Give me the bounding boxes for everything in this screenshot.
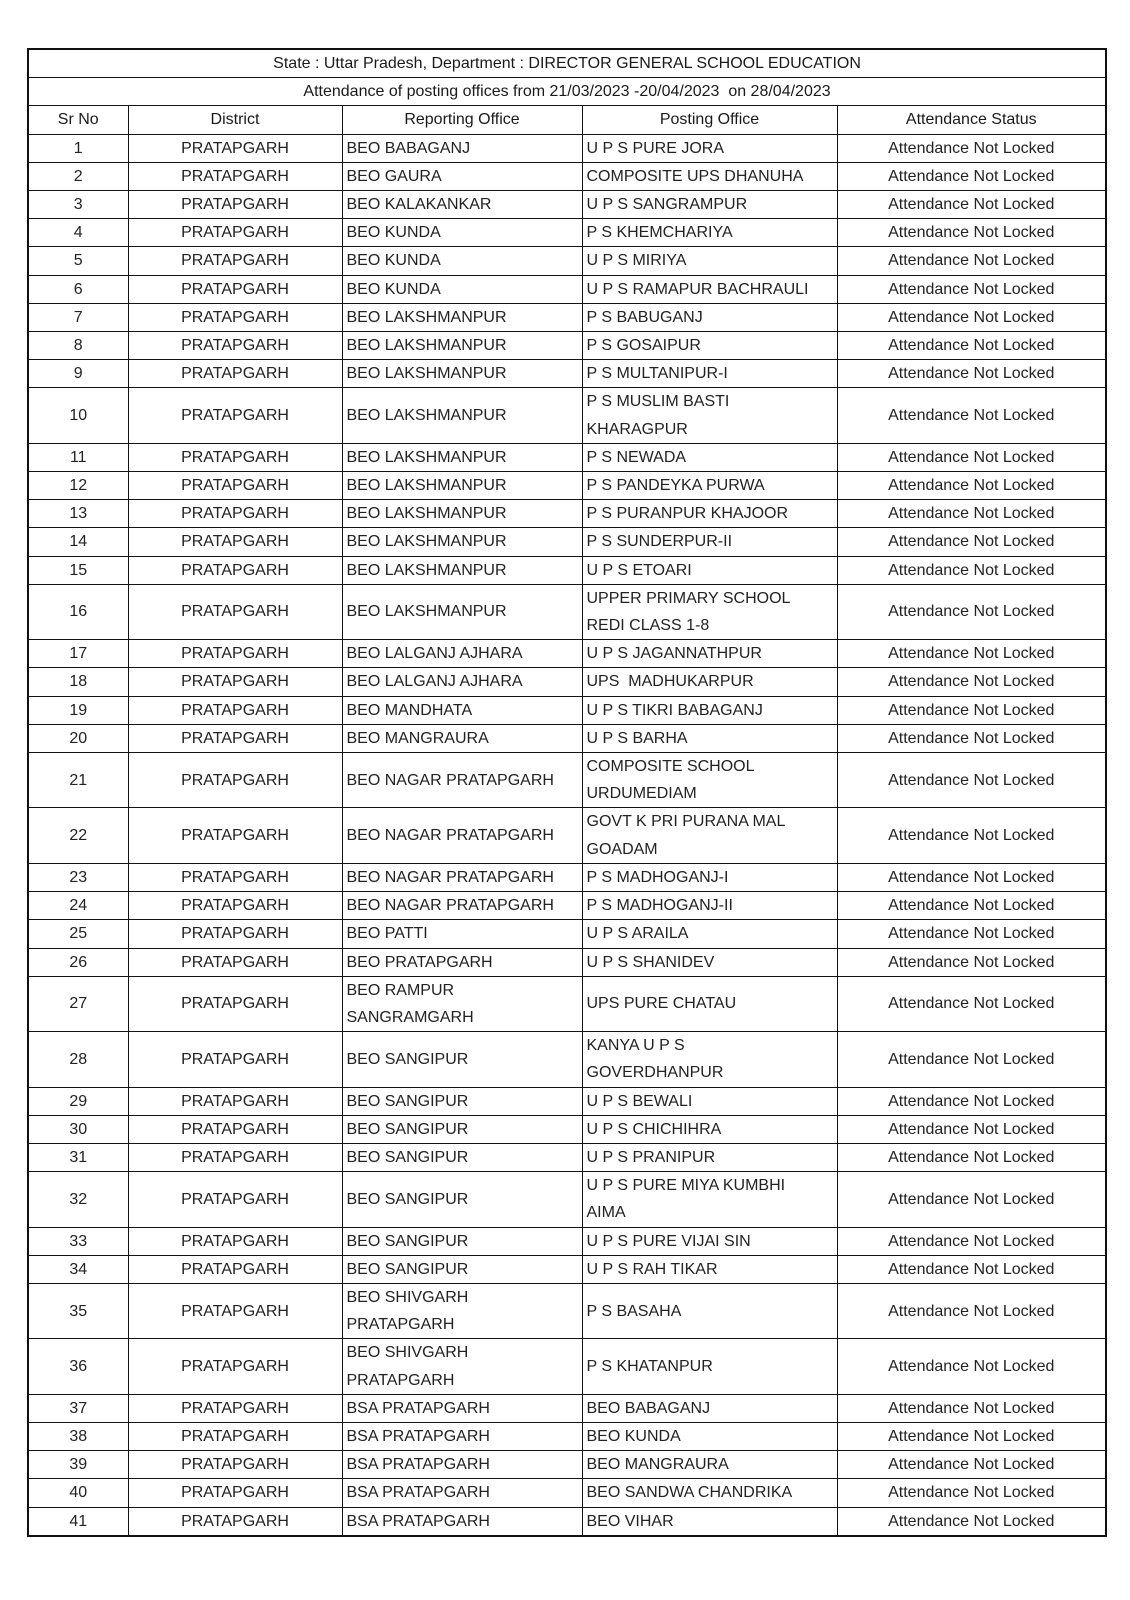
district-cell: PRATAPGARH bbox=[128, 1032, 342, 1087]
table-row bbox=[28, 920, 1106, 948]
reporting-office-cell: BEO SHIVGARH PRATAPGARH bbox=[342, 1339, 582, 1394]
posting-office-cell: U P S CHICHIHRA bbox=[582, 1115, 837, 1143]
attendance-status-cell: Attendance Not Locked bbox=[837, 1172, 1106, 1227]
attendance-status-cell: Attendance Not Locked bbox=[837, 1507, 1106, 1536]
district-cell: PRATAPGARH bbox=[128, 976, 342, 1031]
attendance-status-cell: Attendance Not Locked bbox=[837, 696, 1106, 724]
attendance-status-cell: Attendance Not Locked bbox=[837, 1143, 1106, 1171]
table-row bbox=[28, 1283, 1106, 1338]
sr-no-cell: 36 bbox=[28, 1339, 128, 1394]
reporting-office-cell: BEO PRATAPGARH bbox=[342, 948, 582, 976]
attendance-status-cell: Attendance Not Locked bbox=[837, 1422, 1106, 1450]
posting-office-cell: BEO BABAGANJ bbox=[582, 1394, 837, 1422]
posting-office-cell: U P S BEWALI bbox=[582, 1087, 837, 1115]
district-cell: PRATAPGARH bbox=[128, 1143, 342, 1171]
reporting-office-cell: BEO LAKSHMANPUR bbox=[342, 528, 582, 556]
attendance-status-cell: Attendance Not Locked bbox=[837, 1283, 1106, 1338]
sr-no-cell: 39 bbox=[28, 1451, 128, 1479]
district-cell: PRATAPGARH bbox=[128, 920, 342, 948]
district-cell: PRATAPGARH bbox=[128, 1339, 342, 1394]
district-cell: PRATAPGARH bbox=[128, 275, 342, 303]
table-row bbox=[28, 640, 1106, 668]
sr-no-cell: 22 bbox=[28, 808, 128, 863]
sr-no-cell: 41 bbox=[28, 1507, 128, 1536]
district-cell: PRATAPGARH bbox=[128, 1227, 342, 1255]
table-row bbox=[28, 668, 1106, 696]
posting-office-cell: U P S RAMAPUR BACHRAULI bbox=[582, 275, 837, 303]
header-attendance-status: Attendance Status bbox=[837, 106, 1106, 134]
posting-office-cell: GOVT K PRI PURANA MAL GOADAM bbox=[582, 808, 837, 863]
table-row bbox=[28, 528, 1106, 556]
attendance-status-cell: Attendance Not Locked bbox=[837, 443, 1106, 471]
report-title: State : Uttar Pradesh, Department : DIRECTOR GENERAL SCHOOL EDUCATION bbox=[28, 49, 1106, 78]
attendance-table bbox=[27, 48, 1107, 1537]
reporting-office-cell: BSA PRATAPGARH bbox=[342, 1394, 582, 1422]
table-row bbox=[28, 948, 1106, 976]
reporting-office-cell: BEO LAKSHMANPUR bbox=[342, 443, 582, 471]
attendance-status-cell: Attendance Not Locked bbox=[837, 134, 1106, 162]
attendance-status-cell: Attendance Not Locked bbox=[837, 948, 1106, 976]
table-row bbox=[28, 388, 1106, 443]
district-cell: PRATAPGARH bbox=[128, 863, 342, 891]
district-cell: PRATAPGARH bbox=[128, 1479, 342, 1507]
district-cell: PRATAPGARH bbox=[128, 303, 342, 331]
sr-no-cell: 28 bbox=[28, 1032, 128, 1087]
attendance-status-cell: Attendance Not Locked bbox=[837, 640, 1106, 668]
table-row bbox=[28, 247, 1106, 275]
posting-office-cell: P S SUNDERPUR-II bbox=[582, 528, 837, 556]
posting-office-cell: P S MUSLIM BASTI KHARAGPUR bbox=[582, 388, 837, 443]
reporting-office-cell: BEO SANGIPUR bbox=[342, 1087, 582, 1115]
table-row bbox=[28, 472, 1106, 500]
table-row bbox=[28, 275, 1106, 303]
posting-office-cell: U P S BARHA bbox=[582, 724, 837, 752]
sr-no-cell: 24 bbox=[28, 892, 128, 920]
attendance-status-cell: Attendance Not Locked bbox=[837, 1087, 1106, 1115]
posting-office-cell: U P S PURE VIJAI SIN bbox=[582, 1227, 837, 1255]
sr-no-cell: 8 bbox=[28, 332, 128, 360]
reporting-office-cell: BEO LALGANJ AJHARA bbox=[342, 668, 582, 696]
report-subtitle: Attendance of posting offices from 21/03/2023 -20/04/2023 on 28/04/2023 bbox=[28, 78, 1106, 106]
sr-no-cell: 33 bbox=[28, 1227, 128, 1255]
sr-no-cell: 12 bbox=[28, 472, 128, 500]
reporting-office-cell: BEO NAGAR PRATAPGARH bbox=[342, 892, 582, 920]
attendance-status-cell: Attendance Not Locked bbox=[837, 247, 1106, 275]
sr-no-cell: 35 bbox=[28, 1283, 128, 1338]
district-cell: PRATAPGARH bbox=[128, 247, 342, 275]
reporting-office-cell: BEO LAKSHMANPUR bbox=[342, 500, 582, 528]
attendance-status-cell: Attendance Not Locked bbox=[837, 920, 1106, 948]
attendance-status-cell: Attendance Not Locked bbox=[837, 1479, 1106, 1507]
reporting-office-cell: BEO LAKSHMANPUR bbox=[342, 332, 582, 360]
posting-office-cell: COMPOSITE SCHOOL URDUMEDIAM bbox=[582, 753, 837, 808]
attendance-status-cell: Attendance Not Locked bbox=[837, 360, 1106, 388]
sr-no-cell: 7 bbox=[28, 303, 128, 331]
reporting-office-cell: BEO LAKSHMANPUR bbox=[342, 556, 582, 584]
attendance-status-cell: Attendance Not Locked bbox=[837, 388, 1106, 443]
posting-office-cell: UPS MADHUKARPUR bbox=[582, 668, 837, 696]
district-cell: PRATAPGARH bbox=[128, 892, 342, 920]
table-row bbox=[28, 1394, 1106, 1422]
table-row bbox=[28, 1507, 1106, 1536]
posting-office-cell: P S BABUGANJ bbox=[582, 303, 837, 331]
sr-no-cell: 23 bbox=[28, 863, 128, 891]
district-cell: PRATAPGARH bbox=[128, 388, 342, 443]
reporting-office-cell: BEO SHIVGARH PRATAPGARH bbox=[342, 1283, 582, 1338]
posting-office-cell: U P S RAH TIKAR bbox=[582, 1255, 837, 1283]
header-posting-office: Posting Office bbox=[582, 106, 837, 134]
table-row bbox=[28, 753, 1106, 808]
table-row bbox=[28, 724, 1106, 752]
reporting-office-cell: BEO KUNDA bbox=[342, 247, 582, 275]
table-row bbox=[28, 696, 1106, 724]
district-cell: PRATAPGARH bbox=[128, 162, 342, 190]
table-row bbox=[28, 1172, 1106, 1227]
posting-office-cell: U P S PRANIPUR bbox=[582, 1143, 837, 1171]
posting-office-cell: P S PURANPUR KHAJOOR bbox=[582, 500, 837, 528]
reporting-office-cell: BEO LAKSHMANPUR bbox=[342, 388, 582, 443]
district-cell: PRATAPGARH bbox=[128, 332, 342, 360]
sr-no-cell: 10 bbox=[28, 388, 128, 443]
posting-office-cell: UPPER PRIMARY SCHOOL REDI CLASS 1-8 bbox=[582, 584, 837, 639]
table-row bbox=[28, 1422, 1106, 1450]
attendance-status-cell: Attendance Not Locked bbox=[837, 528, 1106, 556]
posting-office-cell: P S GOSAIPUR bbox=[582, 332, 837, 360]
reporting-office-cell: BEO LAKSHMANPUR bbox=[342, 360, 582, 388]
reporting-office-cell: BEO SANGIPUR bbox=[342, 1115, 582, 1143]
table-row bbox=[28, 1032, 1106, 1087]
district-cell: PRATAPGARH bbox=[128, 753, 342, 808]
sr-no-cell: 3 bbox=[28, 191, 128, 219]
table-head bbox=[28, 49, 1106, 134]
title-row bbox=[28, 49, 1106, 78]
sr-no-cell: 25 bbox=[28, 920, 128, 948]
table-row bbox=[28, 303, 1106, 331]
reporting-office-cell: BEO RAMPUR SANGRAMGARH bbox=[342, 976, 582, 1031]
posting-office-cell: BEO VIHAR bbox=[582, 1507, 837, 1536]
posting-office-cell: U P S ETOARI bbox=[582, 556, 837, 584]
district-cell: PRATAPGARH bbox=[128, 472, 342, 500]
attendance-status-cell: Attendance Not Locked bbox=[837, 219, 1106, 247]
table-row bbox=[28, 134, 1106, 162]
district-cell: PRATAPGARH bbox=[128, 948, 342, 976]
table-row bbox=[28, 162, 1106, 190]
reporting-office-cell: BEO SANGIPUR bbox=[342, 1255, 582, 1283]
posting-office-cell: P S BASAHA bbox=[582, 1283, 837, 1338]
table-row bbox=[28, 332, 1106, 360]
sr-no-cell: 9 bbox=[28, 360, 128, 388]
reporting-office-cell: BEO NAGAR PRATAPGARH bbox=[342, 863, 582, 891]
attendance-status-cell: Attendance Not Locked bbox=[837, 808, 1106, 863]
posting-office-cell: KANYA U P S GOVERDHANPUR bbox=[582, 1032, 837, 1087]
reporting-office-cell: BEO LALGANJ AJHARA bbox=[342, 640, 582, 668]
reporting-office-cell: BSA PRATAPGARH bbox=[342, 1479, 582, 1507]
sr-no-cell: 18 bbox=[28, 668, 128, 696]
reporting-office-cell: BEO KUNDA bbox=[342, 275, 582, 303]
reporting-office-cell: BEO NAGAR PRATAPGARH bbox=[342, 753, 582, 808]
sr-no-cell: 32 bbox=[28, 1172, 128, 1227]
sr-no-cell: 15 bbox=[28, 556, 128, 584]
district-cell: PRATAPGARH bbox=[128, 1451, 342, 1479]
reporting-office-cell: BEO NAGAR PRATAPGARH bbox=[342, 808, 582, 863]
sr-no-cell: 5 bbox=[28, 247, 128, 275]
reporting-office-cell: BEO LAKSHMANPUR bbox=[342, 472, 582, 500]
table-row bbox=[28, 892, 1106, 920]
sr-no-cell: 20 bbox=[28, 724, 128, 752]
posting-office-cell: U P S TIKRI BABAGANJ bbox=[582, 696, 837, 724]
posting-office-cell: U P S JAGANNATHPUR bbox=[582, 640, 837, 668]
table-row bbox=[28, 191, 1106, 219]
table-row bbox=[28, 1115, 1106, 1143]
district-cell: PRATAPGARH bbox=[128, 1255, 342, 1283]
district-cell: PRATAPGARH bbox=[128, 219, 342, 247]
reporting-office-cell: BEO LAKSHMANPUR bbox=[342, 303, 582, 331]
table-row bbox=[28, 556, 1106, 584]
table-body bbox=[28, 134, 1106, 1536]
attendance-status-cell: Attendance Not Locked bbox=[837, 472, 1106, 500]
district-cell: PRATAPGARH bbox=[128, 1087, 342, 1115]
district-cell: PRATAPGARH bbox=[128, 528, 342, 556]
district-cell: PRATAPGARH bbox=[128, 1283, 342, 1338]
header-district: District bbox=[128, 106, 342, 134]
sr-no-cell: 6 bbox=[28, 275, 128, 303]
table-row bbox=[28, 1255, 1106, 1283]
sr-no-cell: 1 bbox=[28, 134, 128, 162]
sr-no-cell: 27 bbox=[28, 976, 128, 1031]
attendance-status-cell: Attendance Not Locked bbox=[837, 1227, 1106, 1255]
district-cell: PRATAPGARH bbox=[128, 500, 342, 528]
attendance-status-cell: Attendance Not Locked bbox=[837, 753, 1106, 808]
sr-no-cell: 34 bbox=[28, 1255, 128, 1283]
sr-no-cell: 30 bbox=[28, 1115, 128, 1143]
attendance-status-cell: Attendance Not Locked bbox=[837, 1394, 1106, 1422]
posting-office-cell: P S PANDEYKA PURWA bbox=[582, 472, 837, 500]
table-row bbox=[28, 1451, 1106, 1479]
table-row bbox=[28, 360, 1106, 388]
district-cell: PRATAPGARH bbox=[128, 1507, 342, 1536]
attendance-status-cell: Attendance Not Locked bbox=[837, 976, 1106, 1031]
reporting-office-cell: BEO KALAKANKAR bbox=[342, 191, 582, 219]
sr-no-cell: 17 bbox=[28, 640, 128, 668]
sr-no-cell: 40 bbox=[28, 1479, 128, 1507]
attendance-status-cell: Attendance Not Locked bbox=[837, 275, 1106, 303]
sr-no-cell: 19 bbox=[28, 696, 128, 724]
reporting-office-cell: BSA PRATAPGARH bbox=[342, 1507, 582, 1536]
sr-no-cell: 16 bbox=[28, 584, 128, 639]
posting-office-cell: P S KHATANPUR bbox=[582, 1339, 837, 1394]
posting-office-cell: BEO MANGRAURA bbox=[582, 1451, 837, 1479]
table-row bbox=[28, 219, 1106, 247]
reporting-office-cell: BEO BABAGANJ bbox=[342, 134, 582, 162]
posting-office-cell: P S NEWADA bbox=[582, 443, 837, 471]
attendance-status-cell: Attendance Not Locked bbox=[837, 668, 1106, 696]
posting-office-cell: U P S ARAILA bbox=[582, 920, 837, 948]
attendance-status-cell: Attendance Not Locked bbox=[837, 1339, 1106, 1394]
district-cell: PRATAPGARH bbox=[128, 360, 342, 388]
attendance-status-cell: Attendance Not Locked bbox=[837, 556, 1106, 584]
attendance-status-cell: Attendance Not Locked bbox=[837, 500, 1106, 528]
attendance-status-cell: Attendance Not Locked bbox=[837, 1032, 1106, 1087]
reporting-office-cell: BEO SANGIPUR bbox=[342, 1227, 582, 1255]
district-cell: PRATAPGARH bbox=[128, 640, 342, 668]
reporting-office-cell: BEO PATTI bbox=[342, 920, 582, 948]
header-reporting-office: Reporting Office bbox=[342, 106, 582, 134]
attendance-status-cell: Attendance Not Locked bbox=[837, 332, 1106, 360]
posting-office-cell: U P S MIRIYA bbox=[582, 247, 837, 275]
table-row bbox=[28, 1339, 1106, 1394]
district-cell: PRATAPGARH bbox=[128, 1394, 342, 1422]
attendance-status-cell: Attendance Not Locked bbox=[837, 1451, 1106, 1479]
attendance-status-cell: Attendance Not Locked bbox=[837, 892, 1106, 920]
table-row bbox=[28, 584, 1106, 639]
attendance-status-cell: Attendance Not Locked bbox=[837, 724, 1106, 752]
reporting-office-cell: BSA PRATAPGARH bbox=[342, 1451, 582, 1479]
posting-office-cell: BEO KUNDA bbox=[582, 1422, 837, 1450]
table-row bbox=[28, 863, 1106, 891]
sr-no-cell: 29 bbox=[28, 1087, 128, 1115]
table-row bbox=[28, 1143, 1106, 1171]
attendance-status-cell: Attendance Not Locked bbox=[837, 1115, 1106, 1143]
table-row bbox=[28, 1227, 1106, 1255]
reporting-office-cell: BEO SANGIPUR bbox=[342, 1032, 582, 1087]
district-cell: PRATAPGARH bbox=[128, 696, 342, 724]
table-row bbox=[28, 976, 1106, 1031]
attendance-status-cell: Attendance Not Locked bbox=[837, 303, 1106, 331]
sr-no-cell: 38 bbox=[28, 1422, 128, 1450]
district-cell: PRATAPGARH bbox=[128, 724, 342, 752]
sr-no-cell: 21 bbox=[28, 753, 128, 808]
sr-no-cell: 13 bbox=[28, 500, 128, 528]
table-row bbox=[28, 808, 1106, 863]
posting-office-cell: P S MADHOGANJ-I bbox=[582, 863, 837, 891]
district-cell: PRATAPGARH bbox=[128, 556, 342, 584]
posting-office-cell: P S MULTANIPUR-I bbox=[582, 360, 837, 388]
sr-no-cell: 4 bbox=[28, 219, 128, 247]
table-row bbox=[28, 1479, 1106, 1507]
posting-office-cell: U P S PURE JORA bbox=[582, 134, 837, 162]
district-cell: PRATAPGARH bbox=[128, 191, 342, 219]
posting-office-cell: COMPOSITE UPS DHANUHA bbox=[582, 162, 837, 190]
sr-no-cell: 14 bbox=[28, 528, 128, 556]
attendance-status-cell: Attendance Not Locked bbox=[837, 1255, 1106, 1283]
district-cell: PRATAPGARH bbox=[128, 1422, 342, 1450]
table-row bbox=[28, 1087, 1106, 1115]
sr-no-cell: 2 bbox=[28, 162, 128, 190]
posting-office-cell: P S KHEMCHARIYA bbox=[582, 219, 837, 247]
posting-office-cell: U P S SHANIDEV bbox=[582, 948, 837, 976]
attendance-status-cell: Attendance Not Locked bbox=[837, 584, 1106, 639]
attendance-status-cell: Attendance Not Locked bbox=[837, 162, 1106, 190]
posting-office-cell: U P S PURE MIYA KUMBHI AIMA bbox=[582, 1172, 837, 1227]
subtitle-row bbox=[28, 78, 1106, 106]
posting-office-cell: U P S SANGRAMPUR bbox=[582, 191, 837, 219]
reporting-office-cell: BEO LAKSHMANPUR bbox=[342, 584, 582, 639]
district-cell: PRATAPGARH bbox=[128, 443, 342, 471]
sr-no-cell: 11 bbox=[28, 443, 128, 471]
district-cell: PRATAPGARH bbox=[128, 668, 342, 696]
sr-no-cell: 31 bbox=[28, 1143, 128, 1171]
posting-office-cell: UPS PURE CHATAU bbox=[582, 976, 837, 1031]
district-cell: PRATAPGARH bbox=[128, 134, 342, 162]
reporting-office-cell: BEO MANGRAURA bbox=[342, 724, 582, 752]
sr-no-cell: 37 bbox=[28, 1394, 128, 1422]
attendance-report-sheet bbox=[27, 48, 1105, 1537]
attendance-status-cell: Attendance Not Locked bbox=[837, 863, 1106, 891]
district-cell: PRATAPGARH bbox=[128, 808, 342, 863]
reporting-office-cell: BEO GAURA bbox=[342, 162, 582, 190]
district-cell: PRATAPGARH bbox=[128, 1115, 342, 1143]
district-cell: PRATAPGARH bbox=[128, 584, 342, 639]
reporting-office-cell: BEO KUNDA bbox=[342, 219, 582, 247]
header-row bbox=[28, 106, 1106, 134]
reporting-office-cell: BEO SANGIPUR bbox=[342, 1172, 582, 1227]
posting-office-cell: BEO SANDWA CHANDRIKA bbox=[582, 1479, 837, 1507]
reporting-office-cell: BEO MANDHATA bbox=[342, 696, 582, 724]
reporting-office-cell: BEO SANGIPUR bbox=[342, 1143, 582, 1171]
header-sr-no: Sr No bbox=[28, 106, 128, 134]
table-row bbox=[28, 500, 1106, 528]
sr-no-cell: 26 bbox=[28, 948, 128, 976]
posting-office-cell: P S MADHOGANJ-II bbox=[582, 892, 837, 920]
reporting-office-cell: BSA PRATAPGARH bbox=[342, 1422, 582, 1450]
district-cell: PRATAPGARH bbox=[128, 1172, 342, 1227]
table-row bbox=[28, 443, 1106, 471]
attendance-status-cell: Attendance Not Locked bbox=[837, 191, 1106, 219]
